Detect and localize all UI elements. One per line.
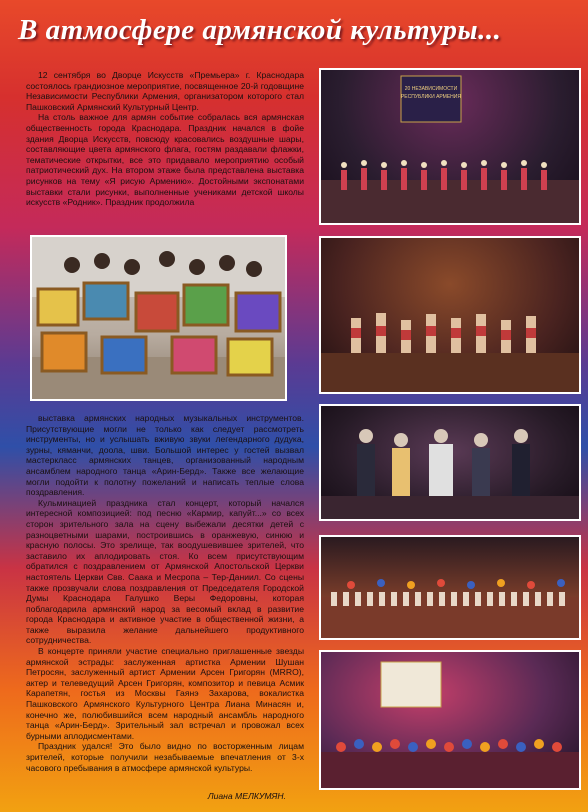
- paragraph: 12 сентября во Дворце Искусств «Премьера» г. Краснодара состоялось грандиозное мероприятие, посвященное 20-й годовщине Независимости Республики Армения, организатором которого стал Пашковский Армянский Культурный Центр.: [26, 70, 304, 112]
- paragraph: выставка армянских народных музыкальных инструментов. Присутствующие могли не только как следует рассмотреть инструменты, но и услышать вживую звуки легендарного дудука, зурны, кяманчи, доола, шви. Большой интерес у гостей вызвал мастеркласс армянских танцев, организованный народным ансамблем народного танца «Арин-Берд». Также все желающие могли подойти к полотну пожеланий и написать теплые слова поздравления.: [26, 413, 304, 498]
- backdrop-text: 20 НЕЗАВИСИМОСТИ: [404, 86, 458, 92]
- photo-finale-illustration: [321, 652, 579, 788]
- photo-performers-group-illustration: [321, 406, 579, 519]
- photo-finale: [319, 650, 581, 790]
- photo-stage-dancers-1-illustration: [321, 70, 579, 223]
- paragraph: Кульминацией праздника стал концерт, который начался интересной композицией: под песню «Кармир, капуйт...» со всех сторон зрительного зала на сцену выбежали десятки детей с разноцветными шарами, построившись в оранжевую, синюю и красную полосы. Это зрелище, так воодушевившее зрителей, что заставило их аплодировать стоя. Ко всем присутствующим обратился с поздравлением от Армянской Апостольской Церкви настоятель Церкви Свв. Саака и Месропа – Тер-Даниил. Со сцены также прозвучали слова поздравления от Председателя Городской Думы Краснодара Галушко Веры Федоровны, которая поблагодарила армянский народ за весомый вклад в развитие города Краснодара и активное участие в общественной жизни, а также выразила желание дальнейшего продуктивного сотрудничества.: [26, 497, 304, 646]
- photo-children-on-stage-illustration: [321, 537, 579, 638]
- photo-stage-dancers-1: [319, 68, 581, 225]
- photo-stage-dancers-2-illustration: [321, 238, 579, 392]
- page-title: В атмосфере армянской культуры...: [18, 14, 502, 46]
- photo-performers-group: [319, 404, 581, 521]
- article-text-bottom: [26, 413, 304, 789]
- photo-stage-dancers-2: [319, 236, 581, 394]
- paragraph: На столь важное для армян событие собралась вся армянская общественность города Краснодара. Праздник начался в фойе здания Дворца Искусств, повсюду красовались воздушные шары, составляющие цвета армянского флага, гостям раздавали флажки, тематические открытки, все это придавало мероприятию особый патриотический дух. На втором этаже была представлена выставка рисунков на тему «Я рисую Армению». Достойными экспонатами выставки стали рисунки, выполненные учениками детской школы искусств «Родник». Праздник продолжила: [26, 112, 304, 208]
- article-text-top: [26, 70, 304, 232]
- photo-children-with-paintings-illustration: [32, 237, 285, 399]
- photo-children-on-stage: [319, 535, 581, 640]
- paragraph: В концерте приняли участие специально приглашенные звезды армянской эстрады: заслуженная артистка Армении Шушан Петросян, заслуженный артист Армении Арсен Григорян (MRRO), актер и телеведущий Арсен Григорян, композитор и певица Асмик Карапетян, гостья из Москвы Гаянэ Захарова, вокалистка Пашковского Армянского Культурного Центра Лиана Минасян и, конечно же, полюбившийся всем народный ансамбль народного танца «Арин-Берд». Зрительный зал встречал и провожал всех бурными аплодисментами.: [26, 646, 304, 741]
- article-author: Лиана МЕЛКУМЯН.: [207, 791, 286, 801]
- svg-text:РЕСПУБЛИКИ АРМЕНИЯ: РЕСПУБЛИКИ АРМЕНИЯ: [400, 94, 462, 100]
- photo-children-with-paintings: [30, 235, 287, 401]
- paragraph: Праздник удался! Это было видно по восторженным лицам зрителей, которые получили незабываемые впечатления от 3-х часового пребывания в атмосфере армянской культуры.: [26, 741, 304, 773]
